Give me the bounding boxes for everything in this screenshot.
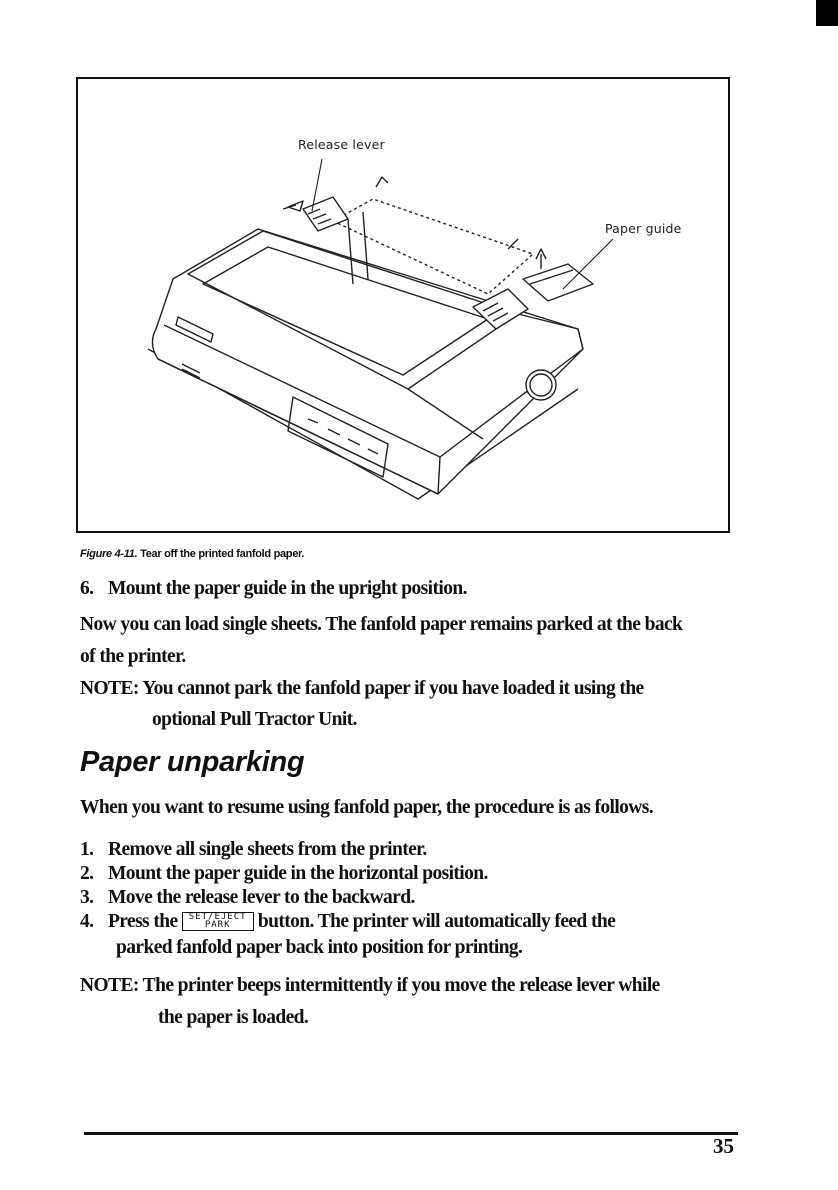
set-eject-park-key bbox=[182, 912, 254, 931]
key-label-top: SET/EJECT bbox=[188, 912, 247, 923]
step-6 bbox=[80, 577, 467, 601]
key-label-bottom: PARK bbox=[204, 920, 231, 931]
printer-figure bbox=[76, 77, 730, 533]
page-edge-tab bbox=[816, 0, 838, 26]
footer-rule bbox=[84, 1132, 738, 1135]
list-item bbox=[80, 886, 415, 910]
page-number: 35 bbox=[713, 1134, 734, 1158]
step-text: Mount the paper guide in the horizontal position. bbox=[108, 863, 488, 884]
step-text: button. The printer will automatically feed the bbox=[257, 911, 616, 932]
note-line: the paper is loaded. bbox=[158, 1007, 309, 1028]
step-text: Remove all single sheets from the printer. bbox=[108, 839, 427, 860]
intro-paragraph: When you want to resume using fanfold paper, the procedure is as follows. bbox=[80, 797, 654, 818]
callout-release-lever: Release lever bbox=[298, 137, 385, 152]
section-heading: Paper unparking bbox=[80, 746, 305, 778]
list-item bbox=[80, 910, 615, 934]
list-item-continuation: parked fanfold paper back into position for printing. bbox=[116, 937, 523, 958]
note-line: NOTE: You cannot park the fanfold paper if you have loaded it using the bbox=[80, 678, 644, 699]
figure-caption-text: Tear off the printed fanfold paper. bbox=[140, 548, 305, 560]
step-number: 6. bbox=[80, 578, 94, 599]
step-number: 4. bbox=[80, 911, 94, 932]
printer-illustration bbox=[78, 79, 730, 533]
note-line: optional Pull Tractor Unit. bbox=[152, 709, 357, 730]
step-text: Press the bbox=[108, 911, 178, 932]
figure-caption-label: Figure 4-11. bbox=[80, 548, 138, 560]
step-number: 1. bbox=[80, 839, 94, 860]
paragraph-line: of the printer. bbox=[80, 646, 186, 667]
note-line: NOTE: The printer beeps intermittently if you move the release lever while bbox=[80, 975, 660, 996]
callout-paper-guide: Paper guide bbox=[605, 221, 682, 236]
list-item bbox=[80, 838, 427, 862]
step-text: Mount the paper guide in the upright position. bbox=[108, 578, 467, 599]
paragraph-line: Now you can load single sheets. The fanfold paper remains parked at the back bbox=[80, 614, 683, 635]
list-item bbox=[80, 862, 488, 886]
step-number: 3. bbox=[80, 887, 94, 908]
figure-caption bbox=[80, 548, 304, 560]
step-number: 2. bbox=[80, 863, 94, 884]
step-text: Move the release lever to the backward. bbox=[108, 887, 415, 908]
